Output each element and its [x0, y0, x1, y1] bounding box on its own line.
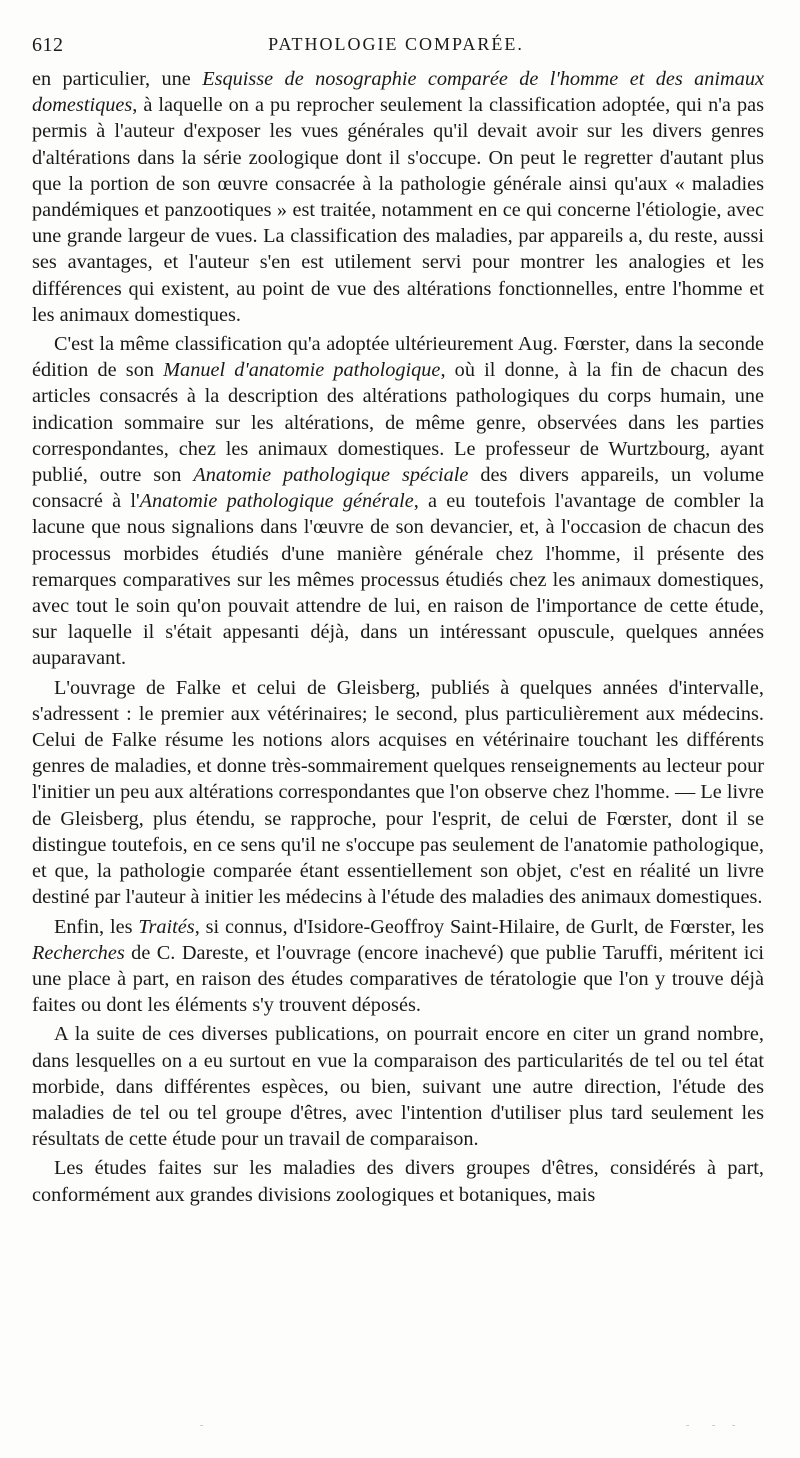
text-run: des divers appareils, un volume consacré à l'	[32, 464, 764, 513]
text-run: A la suite de ces diverses publications, on pourrait encore en citer un grand nombre, dans lesquelles on a eu surtout en vue la comparaison des particularités de tel ou tel état morbide, dans différentes espèces, ou bien, suivant une autre direction, l'étude des maladies de tel ou tel groupe d'êtres, avec l'intention d'utiliser plus tard seulement les résultats de cette étude pour un travail de comparaison.	[32, 1023, 764, 1151]
page-number: 612	[32, 34, 64, 56]
body-text	[32, 66, 764, 1208]
text-run: de C. Dareste, et l'ouvrage (encore inachevé) que publie Taruffi, méritent ici une place à part, en raison des études comparatives de tératologie que l'on y trouve déjà faites ou dont les éléments s'y trouvent déposés.	[32, 941, 764, 1017]
footer-mark: -	[712, 1420, 716, 1431]
text-run: Les études faites sur les maladies des divers groupes d'êtres, considérés à part, conformément aux grandes divisions zoologiques et botaniques, mais	[32, 1157, 764, 1206]
paragraph-falke-gleisberg	[32, 675, 764, 911]
italic-title-traites: Traités	[138, 915, 195, 938]
text-run: , à laquelle on a pu reprocher seulement la classification adoptée, qui n'a pas permis à l'auteur d'exposer les vues générales qu'il devait avoir sur les divers genres d'altérations dans la série zoologique dont il s'occupe. On peut le regretter d'autant plus que la portion de son œuvre consacrée à la pathologie générale ainsi qu'aux « maladies pandémiques et panzootiques » est traitée, notamment en ce qui concerne l'étiologie, avec une grande largeur de vues. La classification des maladies, par appareils a, du reste, aussi ses avantages, et l'auteur s'en est utilement servi pour montrer les analogies et les différences qui existent, au point de vue des altérations fonctionnelles, entre l'homme et les animaux domestiques.	[32, 94, 764, 326]
footer-marks	[200, 1420, 760, 1432]
paragraph-etudes	[32, 1155, 764, 1207]
page-header	[30, 30, 762, 60]
text-run: en particulier, une	[32, 68, 203, 90]
text-run: C'est la même classification qu'a adoptée ultérieurement Aug. Fœrster, dans la seconde édition de son	[32, 333, 764, 382]
paragraph-publications	[32, 1021, 764, 1152]
italic-title-anatomie-speciale: Anatomie pathologique spéciale	[193, 464, 469, 487]
paragraph-foerster	[32, 331, 764, 672]
italic-title-recherches: Recherches	[32, 941, 125, 964]
italic-title-esquisse: Esquisse de nosographie comparée de l'homme et des animaux domestiques	[32, 68, 764, 117]
italic-title-manuel: Manuel d'anatomie pathologique	[163, 359, 441, 382]
running-title: PATHOLOGIE COMPARÉE.	[268, 34, 524, 54]
paragraph-continued-esquisse	[32, 66, 764, 328]
text-run: , a eu toutefois l'avantage de combler la lacune que nous signalions dans l'œuvre de son devancier, et, à l'occasion de chacun des processus morbides étudiés d'une manière générale chez l'homme, il présente des remarques comparatives sur les mêmes processus étudiés chez les animaux domestiques, avec tout le soin qu'on pouvait attendre de lui, en raison de l'importance de cette étude, sur laquelle il s'était appesanti déjà, dans un intéressant opuscule, quelques années auparavant.	[32, 490, 764, 670]
paragraph-traites	[32, 914, 764, 1019]
footer-mark: -	[200, 1420, 204, 1431]
text-run: , où il donne, à la fin de chacun des articles consacrés à la description des altérations pathologiques du corps humain, une indication sommaire sur les altérations, de même genre, observées dans les parties correspondantes, chez les animaux domestiques. Le professeur de Wurtzbourg, ayant publié, outre son	[32, 359, 764, 487]
italic-title-anatomie-generale: Anatomie pathologique générale	[139, 490, 414, 513]
footer-mark: -	[732, 1420, 736, 1431]
text-run: , si connus, d'Isidore-Geoffroy Saint-Hilaire, de Gurlt, de Fœrster, les	[194, 915, 764, 938]
text-run: L'ouvrage de Falke et celui de Gleisberg, publiés à quelques années d'intervalle, s'adressent : le premier aux vétérinaires; le second, plus particulièrement aux médecins. Celui de Falke résume les notions alors acquises en vétérinaire touchant les différents genres de maladies, et donne très-sommairement quelques renseignements au lecteur pour l'initier un peu aux altérations correspondantes que l'on observe chez l'homme. — Le livre de Gleisberg, plus étendu, se rapproche, pour l'esprit, de celui de Fœrster, dont il se distingue toutefois, en ce sens qu'il ne s'occupe pas seulement de l'anatomie pathologique, et que, la pathologie comparée étant essentiellement son objet, c'est en réalité un livre destiné par l'auteur à initier les médecins à l'étude des maladies des animaux domestiques.	[32, 676, 764, 909]
footer-mark: -	[686, 1420, 690, 1431]
text-run: Enfin, les	[54, 915, 139, 938]
